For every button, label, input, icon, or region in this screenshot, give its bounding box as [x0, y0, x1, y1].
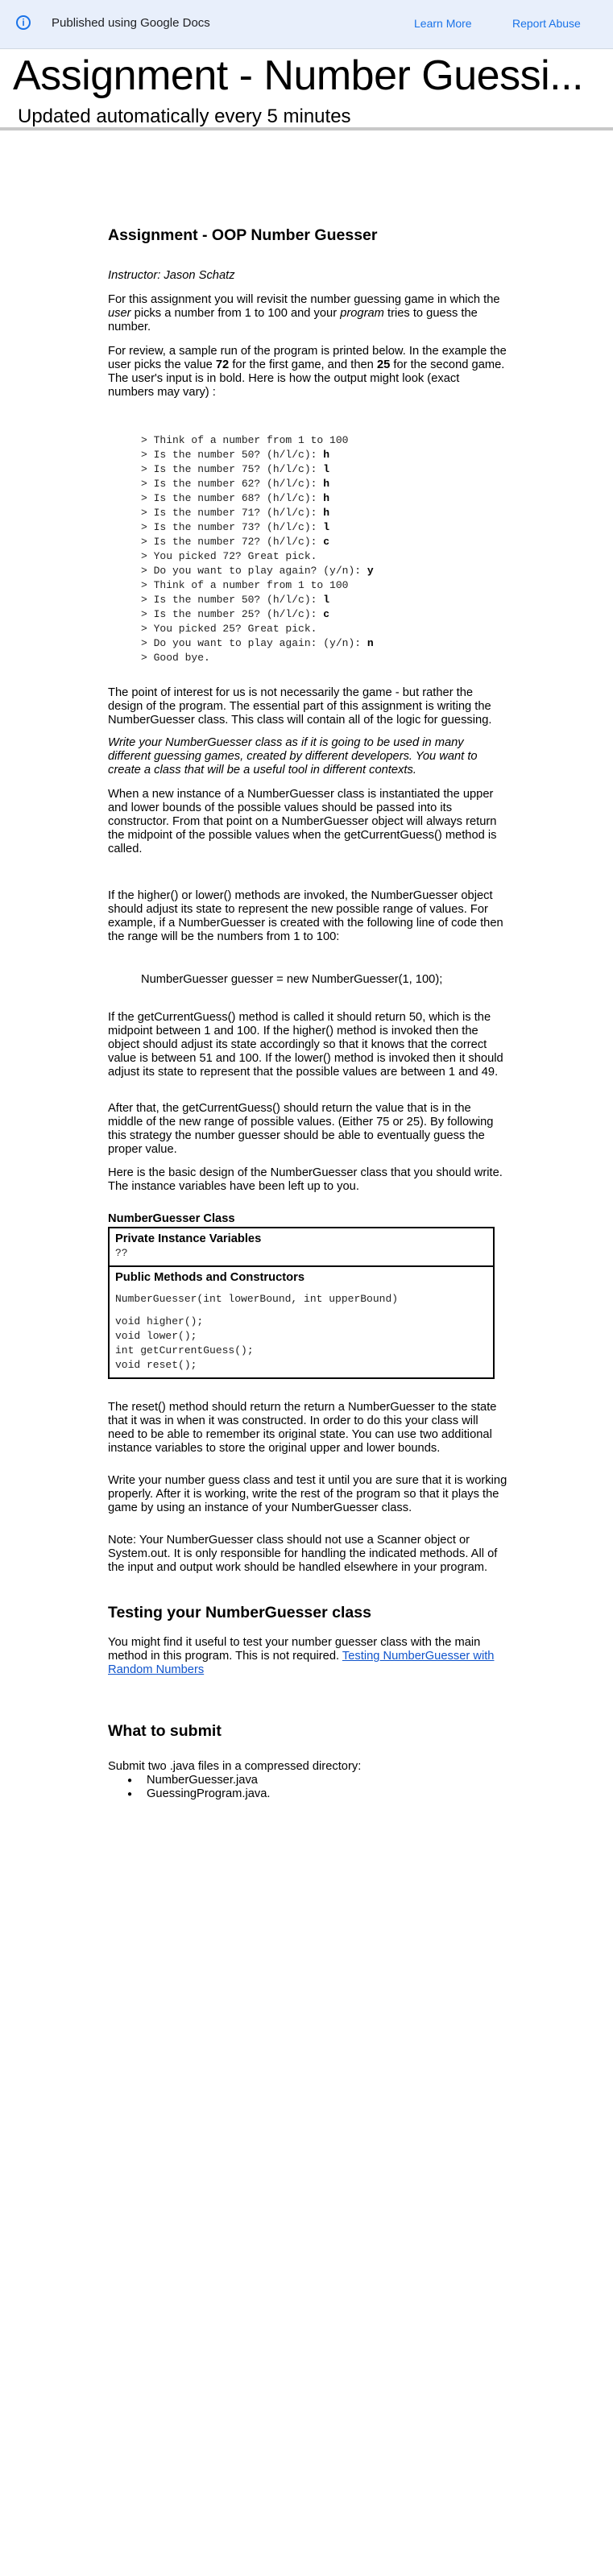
testing-paragraph: You might find it useful to test your number guesser class with the main method in this program. This is not required. Testing NumberGuesser with Random Numbers	[108, 1636, 495, 1676]
assignment-heading: Assignment - OOP Number Guesser	[108, 226, 378, 244]
user-input: n	[367, 637, 374, 649]
design-paragraph: The point of interest for us is not necessarily the game - but rather the design of the program. The essential part of this assignment is writing the NumberGuesser class. This class will contain all of the logic for guessing.	[108, 686, 492, 727]
header-divider	[0, 127, 613, 130]
published-banner	[0, 0, 613, 49]
list-item: ● GuessingProgram.java.	[108, 1787, 507, 1801]
update-notice: Updated automatically every 5 minutes	[18, 106, 351, 127]
sample-run-line: > Good bye.	[141, 652, 210, 664]
methods-row	[110, 1267, 493, 1377]
constructor-signature: NumberGuesser(int lowerBound, int upperBound)	[115, 1293, 399, 1305]
instance-variables-value: ??	[115, 1247, 128, 1259]
class-table-caption: NumberGuesser Class	[108, 1212, 235, 1225]
method-signature: void lower();	[115, 1330, 197, 1342]
user-input: l	[323, 463, 330, 475]
sample-run-line: > Is the number 75? (h/l/c): l	[141, 463, 330, 475]
user-input: h	[323, 478, 330, 490]
testing-heading: Testing your NumberGuesser class	[108, 1604, 371, 1621]
submit-heading: What to submit	[108, 1722, 222, 1740]
list-item: ● NumberGuesser.java	[108, 1774, 507, 1787]
user-input: l	[323, 594, 330, 606]
midpoint-paragraph: If the getCurrentGuess() method is called it should return 50, which is the midpoint between 1 and 100. If the higher() method is invoked then the object should adjust its state accordingly so that it knows that the correct value is between 51 and 100. If the lower() method is invoked then it should adjust its state to represent that the possible values are between 1 and 49.	[108, 1011, 503, 1079]
user-input: h	[323, 449, 330, 461]
reuse-paragraph: Write your NumberGuesser class as if it is going to be used in many different guessing games, created by different developers. You want to create a class that will be a useful tool in different contexts.	[108, 736, 478, 777]
submit-text: Submit two .java files in a compressed directory:	[108, 1760, 362, 1773]
sample-run-line: > Think of a number from 1 to 100	[141, 434, 349, 446]
sample-run-line: > You picked 72? Great pick.	[141, 550, 317, 562]
instance-variables-header: Private Instance Variables	[115, 1232, 262, 1245]
design-intro-paragraph: Here is the basic design of the NumberGuesser class that you should write. The instance variables have been left up to you.	[108, 1166, 503, 1193]
sample-run-line: > Is the number 72? (h/l/c): c	[141, 536, 330, 548]
user-input: c	[323, 536, 330, 548]
sample-run-line: > Is the number 50? (h/l/c): h	[141, 449, 330, 461]
instance-variables-row	[110, 1228, 493, 1267]
sample-run-line: > Is the number 62? (h/l/c): h	[141, 478, 330, 490]
note-paragraph: Note: Your NumberGuesser class should not use a Scanner object or System.out. It is only responsible for handling the indicated methods. All of the input and output work should be handled elsewhere in your program.	[108, 1534, 498, 1574]
write-class-paragraph: Write your number guess class and test it until you are sure that it is working properly. After it is working, write the rest of the program so that it plays the game by using an instance of your NumberGuesser class.	[108, 1474, 507, 1514]
instructor-line: Instructor: Jason Schatz	[108, 269, 235, 282]
sample-run-line: > Is the number 50? (h/l/c): l	[141, 594, 330, 606]
intro-paragraph: For this assignment you will revisit the number guessing game in which the user picks a number from 1 to 100 and your program tries to guess the number.	[108, 293, 500, 333]
example-code-line: NumberGuesser guesser = new NumberGuesser(1, 100);	[141, 973, 443, 986]
report-abuse-link[interactable]: Report Abuse	[512, 17, 581, 30]
user-input: c	[323, 608, 330, 620]
testing-link[interactable]: Testing NumberGuesser with Random Numbers	[108, 1650, 495, 1676]
user-input: l	[323, 521, 330, 533]
sample-run-line: > Is the number 68? (h/l/c): h	[141, 492, 330, 504]
method-signature: void higher();	[115, 1315, 204, 1327]
sample-run-line: > Is the number 25? (h/l/c): c	[141, 608, 330, 620]
info-icon[interactable]: i	[16, 15, 31, 30]
constructor-paragraph: When a new instance of a NumberGuesser class is instantiated the upper and lower bounds of the possible values should be passed into its constructor. From that point on a NumberGuesser object will always return the midpoint of the possible values when the getCurrentGuess() method is called.	[108, 788, 497, 855]
user-input: y	[367, 565, 374, 577]
document-title: Assignment - Number Guessi...	[13, 52, 583, 99]
reset-paragraph: The reset() method should return the return a NumberGuesser to the state that it was in when it was constructed. In order to do this your class will need to be able to remember its original state. You can use two additional instance variables to store the original upper and lower bounds.	[108, 1401, 497, 1455]
methods-header: Public Methods and Constructors	[115, 1271, 305, 1284]
learn-more-link[interactable]: Learn More	[414, 17, 472, 30]
sample-run-line: > Think of a number from 1 to 100	[141, 579, 349, 591]
submit-section	[108, 1760, 507, 1801]
sample-run-output	[141, 433, 374, 665]
higher-lower-paragraph: If the higher() or lower() methods are invoked, the NumberGuesser object should adjust its state to represent the new possible range of values. For example, if a NumberGuesser is created with the following line of code then the range will be the numbers from 1 to 100:	[108, 889, 503, 943]
sample-run-line: > Do you want to play again: (y/n): n	[141, 637, 374, 649]
strategy-paragraph: After that, the getCurrentGuess() should return the value that is in the middle of the new range of possible values. (Either 75 or 25). By following this strategy the number guesser should be able to eventually guess the proper value.	[108, 1102, 494, 1156]
sample-run-line: > Is the number 73? (h/l/c): l	[141, 521, 330, 533]
user-input: h	[323, 492, 330, 504]
sample-run-line: > You picked 25? Great pick.	[141, 623, 317, 635]
sample-run-line: > Do you want to play again? (y/n): y	[141, 565, 374, 577]
published-label: Published using Google Docs	[52, 16, 210, 30]
method-signature: int getCurrentGuess();	[115, 1344, 254, 1356]
review-paragraph: For review, a sample run of the program is printed below. In the example the user picks the value 72 for the first game, and then 25 for the second game. The user's input is in bold. Here is how the output might look (exact numbers may vary) :	[108, 345, 507, 399]
method-signature: void reset();	[115, 1359, 197, 1371]
class-design-table	[108, 1227, 495, 1379]
user-input: h	[323, 507, 330, 519]
submit-file-list	[108, 1774, 507, 1801]
sample-run-line: > Is the number 71? (h/l/c): h	[141, 507, 330, 519]
